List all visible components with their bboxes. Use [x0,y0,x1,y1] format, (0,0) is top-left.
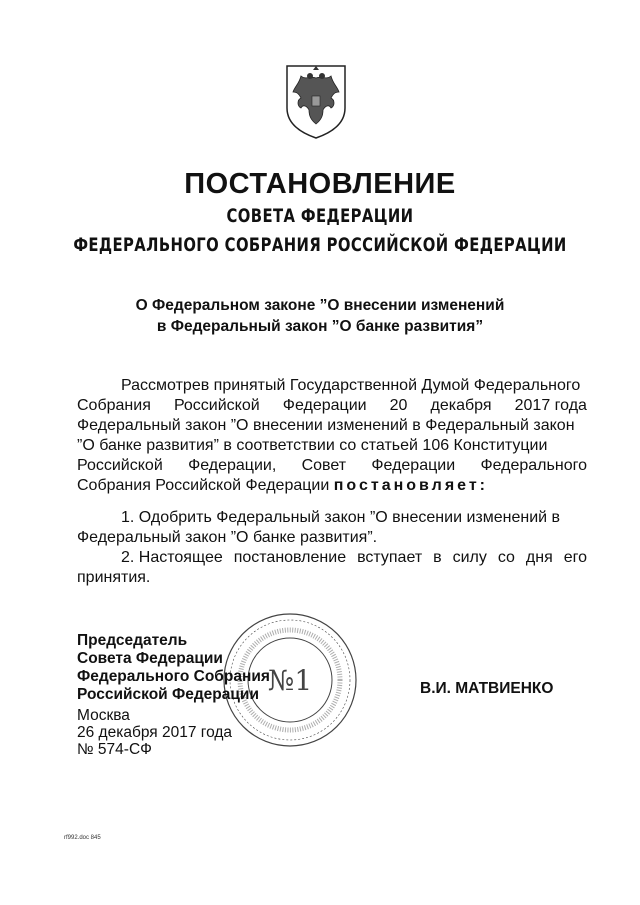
stamp-number: №1 [267,664,313,697]
item-2-line-2: принятия. [77,569,151,586]
document-title: ПОСТАНОВЛЕНИЕ [184,168,456,200]
signatory-line: Председатель [77,632,188,649]
word: постановление [233,549,347,566]
signatory-line: Совета Федерации [77,650,223,667]
word: Российской [77,457,163,474]
word: Федерации, [188,457,277,474]
word: Федерального [480,457,587,474]
paragraph-line [77,396,587,416]
item-1-line-1: 1. Одобрить Федеральный закон ”О внесении изменений в [121,509,561,526]
subject-line-2: в Федеральный закон ”О банке развития” [156,318,484,335]
paragraph-line [77,456,587,476]
main-paragraph [77,376,587,496]
word: 2. Настоящее [121,549,223,566]
word: Российской [173,397,260,414]
coat-of-arms-russia-icon [283,62,349,140]
issuer-line-2: ФЕДЕРАЛЬНОГО СОБРАНИЯ РОССИЙСКОЙ ФЕДЕРАЦИИ [73,234,567,256]
word: со [497,549,515,566]
word: декабря [430,397,492,414]
word: Федерации [282,397,367,414]
word: его [563,549,587,566]
decision-items [77,508,587,588]
word: Федерации [371,457,456,474]
signatory-title [77,632,270,704]
city: Москва [77,707,130,724]
operative-verb: постановляет: [333,477,489,494]
paragraph-line: Федеральный закон ”О внесении изменений в Федеральный закон [77,417,575,434]
item-1-line-2: Федеральный закон ”О банке развития”. [77,529,378,546]
document-number: № 574-СФ [77,741,152,758]
signatory-line: Федерального Собрания [77,668,270,685]
place-date-block [77,707,232,758]
paragraph-line: ”О банке развития” в соответствии со статьей 106 Конституции [77,437,548,454]
issuer-line-1: СОВЕТА ФЕДЕРАЦИИ [226,205,414,227]
word: 2017 года [514,397,587,414]
signatory-line: Российской Федерации [77,686,259,703]
word: Собрания [77,397,151,414]
word: Совет [301,457,347,474]
word: силу [452,549,487,566]
paragraph-line: Рассмотрев принятый Государственной Думой Федерального [121,377,581,394]
date: 26 декабря 2017 года [77,724,233,741]
word: в [433,549,442,566]
item-2-line-1 [77,548,587,568]
word: Собрания Российской Федерации [77,477,330,494]
file-reference: rf992.doc 845 [64,835,101,841]
subject-line-1: О Федеральном законе ”О внесении изменений [135,297,505,314]
word: 20 [389,397,408,414]
signatory-name: В.И. МАТВИЕНКО [420,680,554,697]
word: вступает [357,549,423,566]
word: дня [525,549,553,566]
paragraph-line [77,476,587,496]
